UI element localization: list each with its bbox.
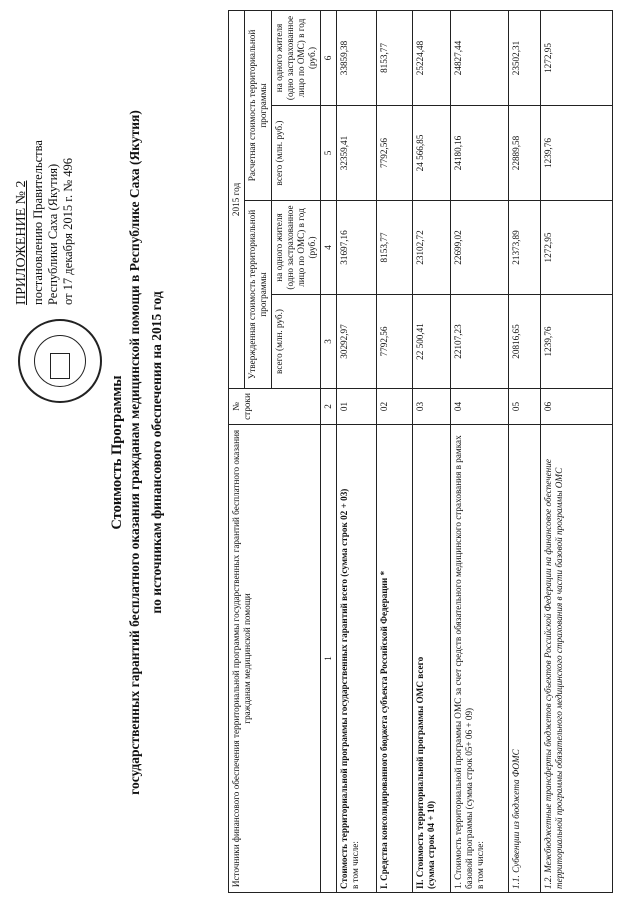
row-calc-total: 22889,58 (509, 106, 541, 201)
row-approved-per-person: 1272,95 (541, 201, 613, 295)
row-line: 04 (451, 389, 509, 425)
row-approved-per-person: 22699,02 (451, 201, 509, 295)
row-approved-per-person: 21373,89 (509, 201, 541, 295)
title-line-3: по источникам финансового обеспечения на 2015 год (149, 291, 164, 614)
appendix-block (14, 75, 76, 305)
row-line: 03 (413, 389, 451, 425)
row-name: 1.2. Межбюджетные трансферты бюджетов субъектов Российской Федерации на финансовое обеспечение территориальной программы обязательного медицинского страхования в части базовой программы ОМС (541, 425, 613, 893)
row-name: Стоимость территориальной программы государственных гарантий всего (сумма строк 02 + 03) в том числе: (337, 425, 377, 893)
row-line: 01 (337, 389, 377, 425)
header-calc-total: всего (млн. руб.) (272, 106, 321, 201)
row-line: 06 (541, 389, 613, 425)
row-calc-per-person: 25224,48 (413, 10, 451, 105)
table-row (509, 10, 541, 892)
row-calc-per-person: 1272,95 (541, 10, 613, 105)
header-approved-per-person: на одного жителя (одно застрахованное лицо по ОМС) в год (руб.) (272, 201, 321, 295)
index-cell: 2 (321, 389, 337, 425)
index-cell: 3 (321, 295, 337, 389)
row-line: 02 (377, 389, 413, 425)
row-calc-per-person: 33859,38 (337, 10, 377, 105)
row-approved-total: 22 500,41 (413, 295, 451, 389)
row-calc-total: 7792,56 (377, 106, 413, 201)
table-row (377, 10, 413, 892)
appendix-number: ПРИЛОЖЕНИЕ № 2 (14, 180, 29, 305)
row-calc-total: 24180,16 (451, 106, 509, 201)
title-line-1: Стоимость Программы (109, 375, 125, 530)
document-title (108, 40, 166, 865)
title-line-2: государственных гарантий бесплатного оказания гражданам медицинской помощи в Республике Саха (Якутия) (127, 110, 142, 795)
table-row (541, 10, 613, 892)
index-cell: 6 (321, 10, 337, 105)
row-approved-total: 30292,97 (337, 295, 377, 389)
row-name: I. Средства консолидированного бюджета субъекта Российской Федерации * (377, 425, 413, 893)
seal-center-stamp (50, 353, 70, 379)
header-approved-total: всего (млн. руб.) (272, 295, 321, 389)
row-name: II. Стоимость территориальной программы ОМС всего (сумма строк 04 + 10) (413, 425, 451, 893)
header-source: Источники финансового обеспечения территориальной программы государственных гарантий бесплатного оказания гражданам медицинской помощи (229, 425, 321, 893)
header-year: 2015 год (229, 10, 245, 388)
row-name: 1.1. Субвенции из бюджета ФОМС (509, 425, 541, 893)
appendix-line-3: от 17 декабря 2015 г. № 496 (61, 157, 75, 305)
row-approved-total: 7792,56 (377, 295, 413, 389)
row-approved-total: 20816,65 (509, 295, 541, 389)
row-approved-total: 1239,76 (541, 295, 613, 389)
appendix-line-2: Республики Саха (Якутия) (46, 163, 60, 305)
official-seal (18, 319, 102, 403)
row-calc-per-person: 24827,44 (451, 10, 509, 105)
row-approved-per-person: 23102,72 (413, 201, 451, 295)
row-calc-total: 32359,41 (337, 106, 377, 201)
index-cell: 4 (321, 201, 337, 295)
row-calc-total: 1239,76 (541, 106, 613, 201)
row-name: 1. Стоимость территориальной программы ОМС за счет средств обязательного медицинского страхования в рамках базовой программы (сумма строк 05+ 06 + 09) в том числе: (451, 425, 509, 893)
table-row (337, 10, 377, 892)
row-line: 05 (509, 389, 541, 425)
header-calc-per-person: на одного жителя (одно застрахованное лицо по ОМС) в год (руб.) (272, 10, 321, 105)
appendix-line-1: постановлению Правительства (31, 140, 45, 305)
index-cell: 1 (321, 425, 337, 893)
table-row (451, 10, 509, 892)
index-cell: 5 (321, 106, 337, 201)
header-line-number: № строки (229, 389, 321, 425)
header-calculated-cost: Расчетная стоимость территориальной программы (245, 10, 272, 200)
row-approved-per-person: 8153,77 (377, 201, 413, 295)
row-calc-per-person: 23502,31 (509, 10, 541, 105)
header-approved-cost: Утвержденная стоимость территориальной программы (245, 201, 272, 389)
row-approved-total: 22107,23 (451, 295, 509, 389)
table-row (413, 10, 451, 892)
row-approved-per-person: 31697,16 (337, 201, 377, 295)
cost-table (228, 10, 613, 893)
row-calc-total: 24 566,85 (413, 106, 451, 201)
row-calc-per-person: 8153,77 (377, 10, 413, 105)
